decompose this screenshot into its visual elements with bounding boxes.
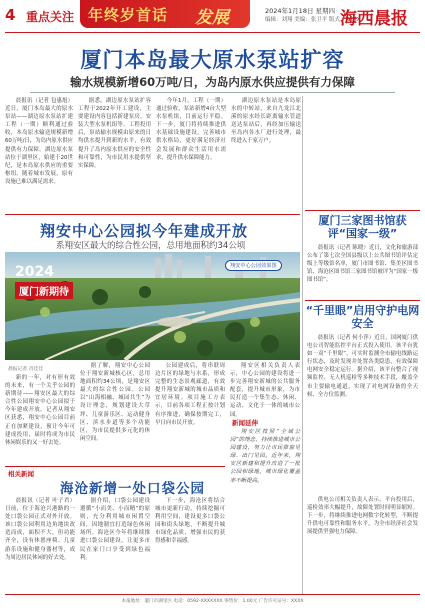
bottom-headline: 海沧新增一处口袋公园 xyxy=(60,481,205,497)
library-headline: 厦门三家图书馆获评“国家一级” xyxy=(318,214,407,240)
bottom-rule xyxy=(5,466,225,467)
lead-column-4: 湖边原水泵站是本岛原水的中转站，来自九龙江北溪的原水经长距离输水管道送达泵站后，再经加压输送至岛内各水厂进行处理，最终进入千家万户。 xyxy=(231,98,301,145)
side-rule-1 xyxy=(305,210,420,211)
banner-script: 发展 xyxy=(195,8,229,28)
park-column-4: 翔安区相关负责人表示，中心公园的建设将进一步完善翔安新城的公共服务配套，提升城市形象，为市民打造一个集生态、休闲、运动、文化于一体的城市公园。 xyxy=(230,363,300,418)
bottom-column-2: 据介绍，口袋公园建设遵循“小而美、小而精”的原则，充分利用城市闲置空间，因地制宜打造绿色休闲场所。海沧区今年将继续推进口袋公园建设，让更多市民在家门口享受到绿色福利。 xyxy=(80,498,150,561)
bottom-column-1: 晨报讯（记者 叶子君）日前，位于海沧兴港路的一处口袋公园正式对外开放。该口袋公园利用边角地块改造而成，面积不大，但功能齐全，设有休憩座椅、儿童游乐设施和健身器材等，成为周边居民休闲的好去处。 xyxy=(5,498,75,561)
power-grid-text: 晨报讯（记者 何小萍）近日，国网厦门供电公司智能监控平台正式投入使用。该平台犹如一双“千里眼”，可实时监测全市输电线路运行状态，及时发现并处置各类隐患，有效保障电网安全稳定运行。据介绍，该平台整合了视频监控、无人机巡检等多种技术手段，覆盖全市主要输电通道，实现了对电网设备的全天候、全方位监测。 xyxy=(307,335,418,398)
bottom-column-3: 下一步，海沧区将结合城市更新行动，持续挖掘可利用空间，建设更多口袋公园和街头绿地，不断提升城市绿化品质，增强市民的获得感和幸福感。 xyxy=(155,498,225,545)
power-grid-text-2: 供电公司相关负责人表示，平台投用后，巡检效率大幅提升，故障处置时间明显缩短。下一步，将继续推进电网数字化转型，不断提升供电可靠性和服务水平，为全市经济社会发展提供坚强电力保障。 xyxy=(307,497,418,536)
related-news-label: 相关新闻 xyxy=(8,470,34,478)
park-column-1: 新的一年，对有形有效的未来，有一个关乎公园的新期待——翔安区最大的综合性公园翔安中心公园拟于今年建成开放。记者从翔安区获悉，翔安中心公园目前正在加紧建设，预计今年可建成投用，届时将成为市民休闲娱乐的又一好去处。 xyxy=(5,375,75,446)
lead-column-1: 晨报讯（记者 包惠旭）近日，厦门本岛最大的原水泵站——湖边原水泵站扩建工程（一期）顺利通过验收，本岛原水输送规模新增60万吨/日，为岛内原水供应提供有力保障。湖边原水泵站位于湖里区，始建于20世纪，是本岛原水供应的重要枢纽。随着城市发展，原有设施已难以满足需求。 xyxy=(5,98,73,185)
park-headline: 翔安中心公园拟今年建成开放 xyxy=(40,222,249,240)
badge-year: 2024 xyxy=(15,264,54,280)
power-grid-headline: “千里眼”启用守护电网安全 xyxy=(305,304,420,330)
park-rendering-image xyxy=(5,252,300,360)
lead-column-2: 据悉，湖边原水泵站扩容工程于2022年开工建设，主要建设内容包括新建泵房、安装大型水泵机组等。工程投用后，泵站输水规模由原来的日均供水提升到新的水平，有效提升了岛内原水供应的安全性和可靠性，为市民用水提供坚实保障。 xyxy=(78,98,151,169)
park-subheadline: 系翔安区最大的综合性公园，总用地面积约34公顷 xyxy=(56,241,246,251)
park-column-2: 据了解，翔安中心公园位于翔安新城核心区，总用地面积约34公顷，是翔安区最大的综合性公园。公园以“山海相融、城园共生”为设计理念，规划建设大草坪、儿童游乐区、运动健身区、滨水步道等多个功能区，为市民提供多元化的休闲空间。 xyxy=(80,363,150,442)
photo-tag: 翔安中心公园效果图 xyxy=(225,260,282,271)
column-divider xyxy=(302,96,303,594)
section-label: 重点关注 xyxy=(26,10,75,24)
banner-text: 年终岁首话 xyxy=(88,6,169,24)
header-rule xyxy=(5,32,420,33)
news-extension-label: 新闻延伸 xyxy=(232,419,258,427)
library-text: 晨报讯（记者 陈晓）近日，文化和旅游部公布了第七次全国县级以上公共图书馆评估定级上等级馆名单，厦门市图书馆、集美区图书馆、海沧区图书馆三家图书馆被评为“国家一级图书馆”。 xyxy=(307,245,418,284)
lead-headline: 厦门本岛最大原水泵站扩容 xyxy=(80,48,345,72)
park-byline: 晨报记者 肖佳佳 xyxy=(8,367,44,372)
lead-subheadline: 输水规模新增60万吨/日，为岛内原水供应提供有力保障 xyxy=(70,75,355,89)
side-rule-2 xyxy=(305,300,420,301)
badge-text: 厦门新期待 xyxy=(15,282,73,299)
new-year-badge xyxy=(15,264,73,299)
lead-rule xyxy=(30,92,395,93)
edition-line: 编辑：刘翔 美编：张卫平 版式：XXXX xyxy=(265,17,361,23)
lead-column-3: 今年1月，工程（一期）通过验收，泵站新增4台大型水泵机组，目前运行平稳。下一步，厦门将持续推进供水基础设施建设，完善城市供水格局，更好满足经济社会发展和群众生活用水需求，提升供水保障能力。 xyxy=(156,98,226,161)
footer-rule xyxy=(5,594,420,595)
special-banner xyxy=(80,0,250,28)
news-extension-text: 翔安区按照“全域公园”的理念，持续推进城市公园建设，努力让市民推窗见绿、出门见园。近年来，翔安区新建和提升改造了一批公园和绿地，城市绿化覆盖率不断提高。 xyxy=(230,429,300,484)
page-header xyxy=(0,0,425,40)
section-rule xyxy=(5,214,300,215)
date-line: 2024年1月18日 星期四 xyxy=(265,7,336,15)
park-column-3: 公园建成后，将串联周边片区的绿地与水系，形成完整的生态景观廊道，有效提升翔安新城的城市品质和宜居环境。项目施工方表示，目前各项工程正按计划有序推进，确保按期完工，早日向市民开放。 xyxy=(155,363,225,426)
newspaper-logo: 海西晨报 xyxy=(340,9,408,29)
footer-info: 本报地址：厦门市湖里区 电话：0592-XXXXXXX 零售价：1.00元 广告许可证号：XXXX xyxy=(121,599,304,604)
page-number: 4 xyxy=(5,6,16,24)
